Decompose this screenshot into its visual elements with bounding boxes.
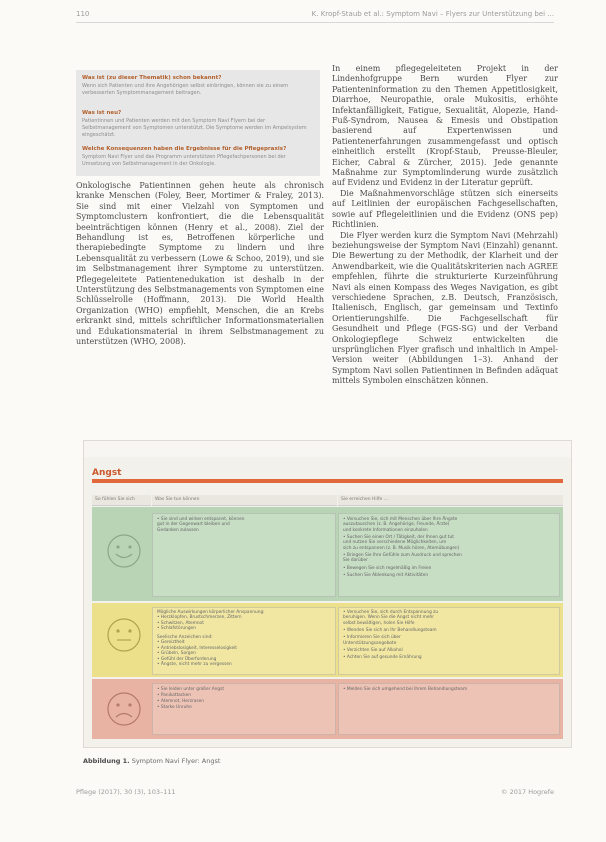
list-item: Unterstützungsangebote bbox=[343, 640, 397, 646]
box-question-1: Was ist (zu dieser Thematik) schon bekannt? bbox=[82, 75, 222, 81]
list-item: auszutauschen (z. B. Angehörige, Freunde, Ärzte) bbox=[343, 522, 450, 528]
list-item: • Bewegen Sie sich regelmäßig im Freien bbox=[343, 565, 432, 571]
column-header-feel: So fühlen Sie sich bbox=[92, 495, 151, 506]
list-item: Mögliche Auswirkungen körperlicher Anspannung: bbox=[157, 610, 265, 615]
list-item: • Starke Unruhe bbox=[157, 705, 192, 710]
list-item: Seelische Anzeichen sind: bbox=[157, 635, 213, 640]
box-answer-3: Symptom Navi Flyer und das Programm unterstützen Pflegefachpersonen bei der Umsetzung von Selbstmanagement in der Onkologie. bbox=[82, 154, 286, 167]
footer-citation: Pflege (2017), 30 (3), 103–111 bbox=[76, 788, 176, 796]
figure-title: Angst bbox=[92, 468, 122, 478]
list-item: und konkrete Informationen einzuholen bbox=[343, 527, 428, 533]
yellow-help-cell bbox=[338, 607, 560, 675]
list-item: • Schwitzen, Atemnot bbox=[157, 620, 204, 626]
list-item: • Sie sind und wirken entspannt, können bbox=[157, 517, 245, 522]
list-item: • Melden Sie sich umgehend bei Ihrem Behandlungsteam bbox=[343, 687, 468, 692]
neutral-face-icon bbox=[106, 617, 142, 653]
figure-anxiety-navigator bbox=[83, 440, 572, 748]
left-column-text bbox=[76, 181, 324, 348]
list-item: • Antriebslosigkeit, Interesselosigkeit bbox=[157, 645, 237, 651]
page-number: 110 bbox=[76, 10, 90, 18]
list-item: gut in der Gegenwart bleiben und bbox=[157, 522, 230, 528]
running-head: K. Kropf-Staub et al.: Symptom Navi – Flyers zur Unterstützung bei ... bbox=[311, 10, 554, 18]
list-item: Sie darüber bbox=[343, 558, 368, 564]
list-item: sich zu entspannen (z. B. Musik hören, Atemübungen) bbox=[343, 545, 460, 551]
list-item: • Achten Sie auf gesunde Ernährung bbox=[343, 655, 422, 660]
column-header-help: Sie erreichen Hilfe … bbox=[338, 495, 563, 506]
paragraph: Die Maßnahmenvorschläge stützen sich einerseits auf Leitlinien der europäischen Fachgesellschaften, sowie auf Pflegeleitlinien und die Evidenz (ONS pep) Richtlinien. bbox=[332, 188, 558, 230]
list-item: • Sie leiden unter großer Angst bbox=[157, 687, 225, 692]
list-item: beruhigen. Wenn Sie die Angst nicht mehr bbox=[343, 615, 434, 621]
box-answer-1: Wenn sich Patienten und ihre Angehörigen selbst einbringen, können sie zu einem verbesserten Symptommanagement beitragen. bbox=[82, 83, 289, 96]
sad-face-icon bbox=[106, 691, 142, 727]
red-zone bbox=[92, 679, 563, 739]
paragraph: Die Flyer werden kurz die Symptom Navi (Mehrzahl) beziehungsweise der Symptom Navi (Einzahl) genannt. Die Bewertung zu der Methodik, der Klarheit und der Anwendbarkeit, wie die Qualitätskriterien nach AGREE empfehlen, führte die strukturierte Kurzeinführung Navi als einen Kompass des Weges Navigation, es gibt verschiedene Sprachen, z.B. Deutsch, Französisch, Italienisch, Englisch, gar gemeinsam und Textinfo Orientierungshilfe. Die Fachgesellschaft für Gesundheit und Pflege (FGS-SG) und der Verband Onkologiepflege Schweiz entwickelten die ursprünglichen Flyer grafisch und inhaltlich in Ampel-Version weiter (Abbildungen 1–3). Anhand der Symptom Navi sollen Patientinnen in Befinden adäquat mittels Symbolen einschätzen können. bbox=[332, 230, 558, 386]
list-item: • Grübeln, Sorgen bbox=[157, 651, 196, 657]
happy-face-icon bbox=[106, 533, 142, 569]
paragraph: In einem pflegegeleiteten Projekt in der Lindenhofgruppe Bern wurden Flyer zur Patienteninformation zu den Themen Appetitlosigkeit, Diarrhoe, Neuropathie, orale Mukositis, erhöhte Infektanfälligkeit, Fatigue, Sexualität, Alopezie, Hand-Fuß-Syndrom, Nausea & Emesis und Obstipation basierend auf Expertenwissen und Patientenerfahrungen zusammengefasst und optisch einheitlich erstellt (Kropf-Staub, Preusse-Bleuler, Eicher, Cabral & Zürcher, 2015). Jede genannte Maßnahme zur Symptomlinderung wurde zusätzlich auf Evidenz und Evidenz in der Literatur geprüft. bbox=[332, 64, 558, 188]
box-question-2: Was ist neu? bbox=[82, 110, 122, 116]
figure-caption bbox=[83, 757, 220, 765]
green-zone bbox=[92, 507, 563, 601]
key-points-box bbox=[76, 70, 320, 176]
list-item: • Gereiztheit bbox=[157, 640, 185, 646]
list-item: • Wenden Sie sich an Ihr Behandlungsteam bbox=[343, 628, 437, 633]
list-item: • Informieren Sie sich über bbox=[343, 635, 401, 641]
list-item: • Suchen Sie einen Ort / Tätigkeit, der Ihnen gut tut bbox=[343, 535, 454, 540]
list-item: • Gefühl der Überforderung bbox=[157, 656, 217, 662]
list-item: selbst bewältigen, holen Sie Hilfe bbox=[343, 620, 415, 626]
list-item: Gedanken zulassen bbox=[157, 527, 199, 533]
list-item: • Bringen Sie Ihre Gefühle zum Ausdruck und sprechen bbox=[343, 553, 462, 558]
list-item: • Atemnot, Herzrasen bbox=[157, 699, 204, 704]
list-item: • Herzklopfen, Brustschmerzen, Zittern bbox=[157, 615, 242, 621]
list-item: • Suchen Sie Ablenkung mit Aktivitäten bbox=[343, 572, 429, 578]
footer-publisher: © 2017 Hogrefe bbox=[501, 788, 554, 796]
figure-title-rule bbox=[92, 479, 563, 483]
list-item: • Schlafstörungen bbox=[157, 626, 196, 632]
yellow-what-you-do-cell bbox=[152, 607, 336, 675]
list-item: und nutzen Sie verschiedene Möglichkeiten, um bbox=[343, 540, 447, 546]
red-what-you-do-cell bbox=[152, 683, 336, 735]
red-help-cell bbox=[338, 683, 560, 735]
list-item: • Versuchen Sie, sich durch Entspannung zu bbox=[343, 610, 439, 615]
column-header-do: Was Sie tun können bbox=[152, 495, 337, 506]
right-column-text bbox=[332, 64, 558, 387]
green-what-you-do-cell bbox=[152, 513, 336, 597]
caption-label: Abbildung 1. bbox=[83, 757, 130, 765]
list-item: • Panikattacken bbox=[157, 693, 191, 698]
caption-text: Symptom Navi Flyer: Angst bbox=[131, 757, 221, 765]
list-item: • Ängste, nicht mehr zu vergessen bbox=[157, 662, 232, 667]
header-rule bbox=[76, 22, 554, 23]
figure-header-strip bbox=[84, 441, 571, 457]
green-help-cell bbox=[338, 513, 560, 597]
list-item: • Verzichten Sie auf Alkohol bbox=[343, 647, 403, 653]
box-question-3: Welche Konsequenzen haben die Ergebnisse für die Pflegepraxis? bbox=[82, 146, 287, 152]
paragraph: Onkologische Patientinnen gehen heute als chronisch kranke Menschen (Foley, Beer, Mortimer & Fraley, 2013). Sie sind mit einer Vielzahl von Symptomen und Symptomclustern konfrontiert, die die Lebensqualität beeinträchtigen können (Henry et al., 2008). Ziel der Behandlung ist es, Betroffenen körperliche und therapiebedingte Symptome zu lindern und ihre Lebensqualität zu verbessern (Lowe & Schoo, 2019), und sie im Selbstmanagement ihrer Symptome zu unterstützen. Pflegegeleitete Patientenedukation ist deshalb in der Unterstützung des Selbstmanagements von Symptomen eine Schlüsselrolle (Hoffmann, 2013). Die World Health Organization (WHO) empfiehlt, Menschen, die an Krebs erkrankt sind, mittels schriftlicher Informationsmaterialien und Edukationsmaterial in ihrem Selbstmanagement zu unterstützen (WHO, 2008). bbox=[76, 181, 324, 347]
yellow-zone bbox=[92, 603, 563, 677]
list-item: • Versuchen Sie, sich mit Menschen über Ihre Ängste bbox=[343, 517, 458, 522]
box-answer-2: Patientinnen und Patienten werden mit den Symptom Navi Flyern bei der Selbstmanagement von Symptomen unterstützt. Die Symptome werden im Ampelsystem eingeschätzt. bbox=[82, 118, 307, 138]
